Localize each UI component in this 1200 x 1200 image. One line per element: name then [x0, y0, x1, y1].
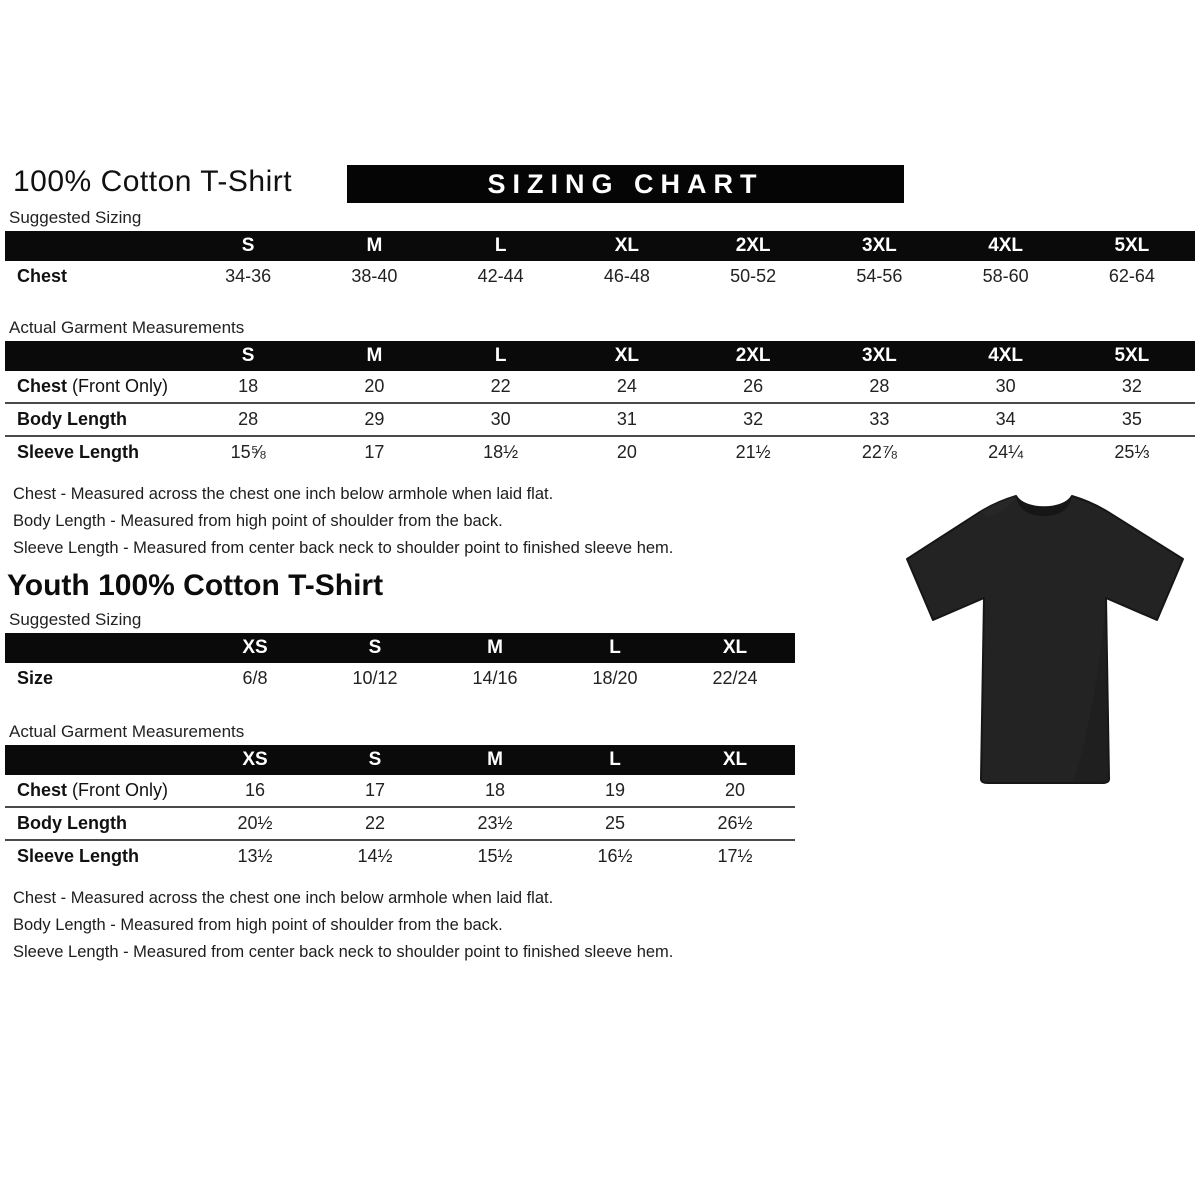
table-cell: 14½	[357, 846, 393, 866]
column-header: 3XL	[861, 235, 897, 256]
note-sleeve-length: Sleeve Length - Measured from center back neck to shoulder point to finished sleeve hem.	[13, 539, 674, 557]
column-header: 5XL	[1114, 345, 1150, 366]
table-row-body-length	[5, 404, 1195, 435]
table-cell: 10/12	[352, 668, 398, 688]
column-header: XL	[722, 749, 748, 770]
table-cell: 28	[869, 376, 890, 396]
adult-suggested-sizing-table	[5, 231, 1195, 292]
table-cell: 6/8	[242, 668, 268, 688]
table-cell: 18	[484, 780, 506, 800]
table-cell: 18/20	[592, 668, 638, 688]
table-cell: 26½	[717, 813, 753, 833]
table-cell: 25⅓	[1114, 442, 1150, 462]
column-header: 3XL	[861, 345, 897, 366]
column-header: XS	[242, 749, 268, 770]
table-cell: 22	[490, 376, 511, 396]
youth-section-title: Youth 100% Cotton T-Shirt	[7, 569, 384, 602]
column-header: L	[494, 345, 507, 366]
table-row-chest	[5, 775, 795, 806]
table-cell: 14/16	[472, 668, 518, 688]
table-cell: 18	[238, 376, 259, 396]
table-cell: 58-60	[982, 266, 1029, 286]
table-row-size	[5, 663, 795, 694]
row-label: Chest (Front Only)	[17, 780, 169, 800]
table-header-row	[5, 633, 795, 663]
note-body-length: Body Length - Measured from high point of shoulder from the back.	[13, 512, 503, 530]
note-chest: Chest - Measured across the chest one inch below armhole when laid flat.	[13, 889, 554, 907]
column-header: 4XL	[988, 345, 1024, 366]
column-header: M	[487, 749, 503, 770]
column-header: M	[366, 345, 383, 366]
table-row-chest	[5, 371, 1195, 402]
adult-actual-measurements-label: Actual Garment Measurements	[9, 318, 245, 337]
table-cell: 15⅝	[230, 442, 266, 462]
adult-actual-measurements-table	[5, 341, 1195, 468]
table-cell: 16½	[597, 846, 633, 866]
note-body-length: Body Length - Measured from high point of shoulder from the back.	[13, 916, 503, 934]
table-cell: 25	[604, 813, 626, 833]
table-cell: 28	[238, 409, 259, 429]
youth-suggested-sizing-table	[5, 633, 795, 694]
table-cell: 18½	[483, 442, 519, 462]
column-header: M	[366, 235, 383, 256]
table-cell: 20	[364, 376, 385, 396]
table-cell: 32	[743, 409, 764, 429]
table-cell: 17	[364, 442, 385, 462]
table-cell: 17½	[717, 846, 753, 866]
column-header: S	[368, 637, 382, 658]
table-cell: 29	[364, 409, 385, 429]
table-cell: 31	[616, 409, 637, 429]
column-header: L	[609, 749, 621, 770]
row-label: Size	[17, 668, 54, 688]
table-cell: 38-40	[351, 266, 398, 286]
column-header: S	[368, 749, 382, 770]
youth-measurement-notes	[13, 885, 1195, 966]
table-cell: 19	[604, 780, 626, 800]
table-cell: 24¼	[988, 442, 1024, 462]
column-header: 2XL	[735, 345, 771, 366]
table-cell: 50-52	[730, 266, 777, 286]
t-shirt-image	[893, 480, 1198, 810]
row-label: Body Length	[17, 409, 127, 429]
table-cell: 54-56	[856, 266, 903, 286]
table-cell: 20½	[237, 813, 273, 833]
table-cell: 22/24	[712, 668, 758, 688]
row-label: Chest	[17, 266, 68, 286]
table-row-body-length	[5, 808, 795, 839]
table-cell: 22	[364, 813, 386, 833]
table-cell: 13½	[237, 846, 273, 866]
black-t-shirt-graphic	[893, 480, 1198, 810]
header-row	[5, 163, 1195, 207]
table-cell: 35	[1121, 409, 1142, 429]
table-row-chest	[5, 261, 1195, 292]
table-header-row	[5, 341, 1195, 371]
table-cell: 23½	[477, 813, 513, 833]
youth-actual-measurements-label: Actual Garment Measurements	[9, 722, 245, 741]
table-cell: 20	[724, 780, 746, 800]
table-cell: 42-44	[477, 266, 524, 286]
note-sleeve-length: Sleeve Length - Measured from center back neck to shoulder point to finished sleeve hem.	[13, 943, 674, 961]
table-cell: 30	[490, 409, 511, 429]
column-header: L	[494, 235, 507, 256]
table-cell: 21½	[735, 442, 771, 462]
column-header: XL	[722, 637, 748, 658]
table-header-row	[5, 231, 1195, 261]
column-header: 5XL	[1114, 235, 1150, 256]
adult-suggested-sizing-label: Suggested Sizing	[9, 208, 142, 227]
row-label: Sleeve Length	[17, 442, 140, 462]
table-header-row	[5, 745, 795, 775]
column-header: XL	[614, 235, 640, 256]
column-header: XS	[242, 637, 268, 658]
page-title: 100% Cotton T-Shirt	[13, 165, 293, 198]
note-chest: Chest - Measured across the chest one inch below armhole when laid flat.	[13, 485, 554, 503]
table-row-sleeve-length	[5, 841, 795, 872]
table-cell: 26	[743, 376, 764, 396]
row-label: Body Length	[17, 813, 127, 833]
table-cell: 30	[995, 376, 1016, 396]
table-cell: 34-36	[225, 266, 272, 286]
row-label: Chest (Front Only)	[17, 376, 169, 396]
column-header: M	[487, 637, 503, 658]
row-label: Sleeve Length	[17, 846, 140, 866]
table-cell: 20	[616, 442, 637, 462]
column-header: 4XL	[988, 235, 1024, 256]
sizing-chart-banner: SIZING CHART	[347, 165, 904, 203]
column-header: L	[609, 637, 621, 658]
column-header: XL	[614, 345, 640, 366]
table-cell: 46-48	[603, 266, 650, 286]
column-header: 2XL	[735, 235, 771, 256]
table-cell: 16	[244, 780, 266, 800]
table-cell: 22⅞	[861, 442, 897, 462]
table-cell: 24	[616, 376, 637, 396]
table-cell: 17	[364, 780, 386, 800]
youth-actual-measurements-table	[5, 745, 795, 872]
table-cell: 33	[869, 409, 890, 429]
table-cell: 62-64	[1108, 266, 1155, 286]
column-header: S	[241, 345, 255, 366]
youth-suggested-sizing-label: Suggested Sizing	[9, 610, 142, 629]
table-cell: 32	[1121, 376, 1142, 396]
table-row-sleeve-length	[5, 437, 1195, 468]
table-cell: 34	[995, 409, 1016, 429]
table-cell: 15½	[477, 846, 513, 866]
column-header: S	[241, 235, 255, 256]
